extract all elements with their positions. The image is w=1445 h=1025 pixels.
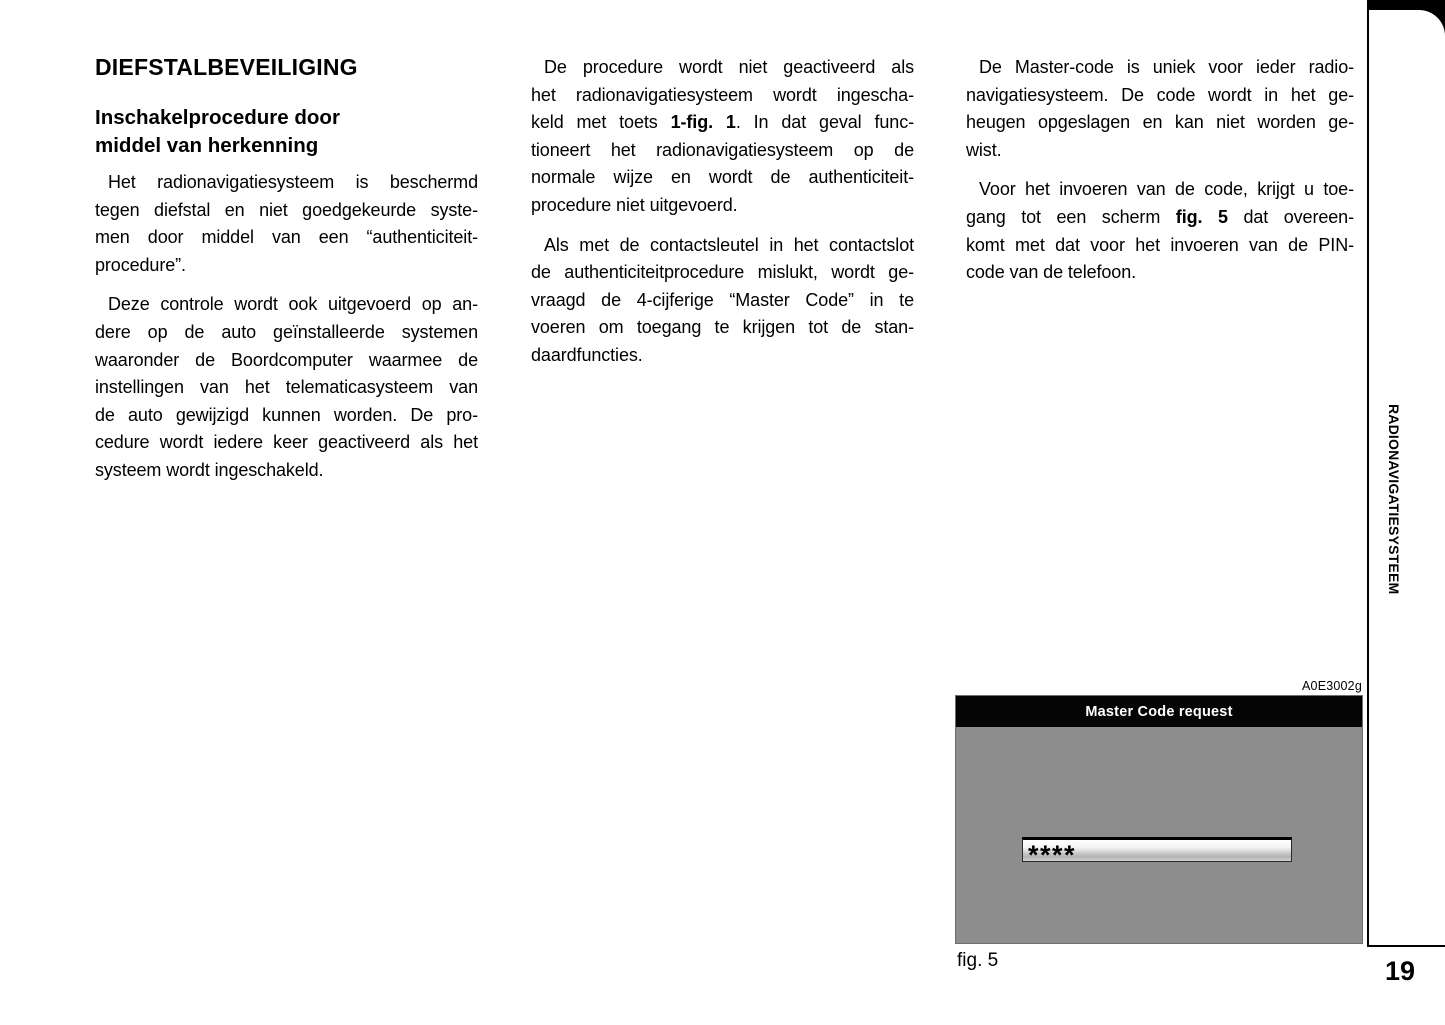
- column-left: [95, 54, 478, 497]
- text-line: gang tot een scherm fig. 5 dat overeen-: [966, 206, 1354, 227]
- text-line: procedure”.: [95, 254, 186, 275]
- text-line: heugen opgeslagen en kan niet worden ge-: [966, 112, 1354, 133]
- figure-caption: fig. 5: [957, 950, 999, 971]
- subsection-title: [95, 104, 478, 160]
- screen-title: Master Code request: [1085, 703, 1233, 720]
- text-line: tegen diefstal en niet goedgekeurde syste-: [95, 199, 478, 220]
- text-line: Als met de contactsleutel in het contactslot: [544, 234, 914, 255]
- paragraph: [531, 54, 914, 220]
- figure-reference-bold: fig. 5: [1175, 206, 1228, 227]
- screen-title-bar: [956, 696, 1362, 727]
- text-line: De Master-code is uniek voor ieder radio-: [979, 57, 1354, 77]
- chapter-tab-label: RADIONAVIGATIESYSTEEM: [1386, 404, 1402, 595]
- column-middle: [531, 54, 914, 382]
- paragraph: [95, 291, 478, 484]
- masked-code-value: ****: [1028, 840, 1077, 862]
- footer-divider-line: [1367, 945, 1445, 947]
- sidebar-divider-line: [1367, 0, 1369, 947]
- text-line: normale wijze en wordt de authenticiteit-: [531, 167, 914, 188]
- text-line: de authenticiteitprocedure mislukt, wordt ge-: [531, 262, 914, 283]
- text-line: cedure wordt iedere keer geactiveerd als het: [95, 432, 478, 453]
- text-line: wist.: [966, 139, 1002, 160]
- text-line: waaronder de Boordcomputer waarmee de: [95, 349, 478, 370]
- text-line: komt met dat voor het invoeren van de PIN-: [966, 234, 1354, 255]
- subsection-title-line1: Inschakelprocedure door: [95, 106, 340, 129]
- paragraph: [966, 176, 1354, 286]
- text-line: dere op de auto geïnstalleerde systemen: [95, 321, 478, 342]
- text-line: systeem wordt ingeschakeld.: [95, 459, 324, 480]
- master-code-input-field: [1022, 837, 1292, 862]
- section-title: DIEFSTALBEVEILIGING: [95, 54, 358, 80]
- page-number: 19: [1384, 956, 1416, 986]
- text-line: navigatiesysteem. De code wordt in het ge-: [966, 84, 1354, 105]
- text-line: Deze controle wordt ook uitgevoerd op an-: [108, 294, 478, 315]
- text-line: daardfuncties.: [531, 344, 643, 365]
- figure-ref-code: A0E3002g: [1302, 679, 1362, 693]
- figure-reference-bold: 1-fig. 1: [670, 112, 736, 133]
- text-line: code van de telefoon.: [966, 262, 1137, 283]
- text-line: voeren om toegang te krijgen tot de stan-: [531, 317, 914, 338]
- master-code-screen-figure: [955, 695, 1363, 944]
- text-line: tioneert het radionavigatiesysteem op de: [531, 139, 914, 160]
- paragraph: [531, 232, 914, 370]
- paragraph: [95, 169, 478, 279]
- text-line: De procedure wordt niet geactiveerd als: [544, 57, 914, 77]
- text-line: keld met toets 1-fig. 1. In dat geval func-: [531, 112, 914, 133]
- text-line: vraagd de 4-cijferige “Master Code” in te: [531, 289, 914, 310]
- text-line: instellingen van het telematicasysteem van: [95, 377, 478, 398]
- text-line: de auto gewijzigd kunnen worden. De pro-: [95, 404, 478, 425]
- text-line: procedure niet uitgevoerd.: [531, 194, 738, 215]
- text-line: Voor het invoeren van de code, krijgt u toe-: [979, 179, 1354, 200]
- text-line: Het radionavigatiesysteem is beschermd: [108, 172, 478, 192]
- paragraph: [966, 54, 1354, 164]
- text-line: men door middel van een “authenticiteit-: [95, 227, 478, 248]
- tab-corner-curve: [1369, 10, 1445, 42]
- subsection-title-line2: middel van herkenning: [95, 134, 319, 157]
- tab-corner-decoration: [1369, 0, 1445, 42]
- text-line: het radionavigatiesysteem wordt ingescha-: [531, 84, 914, 105]
- column-right: [966, 54, 1354, 299]
